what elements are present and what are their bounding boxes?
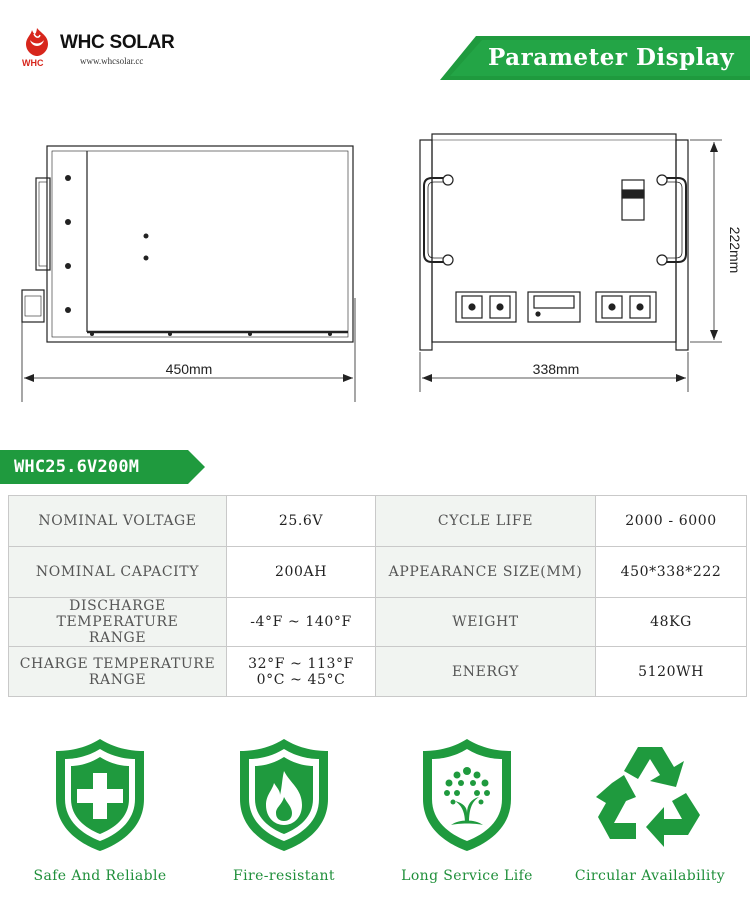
spec-label: ENERGY (376, 647, 596, 697)
spec-value (227, 647, 376, 697)
spec-value: 2000 - 6000 (596, 496, 747, 547)
spec-value: -4°F ~ 140°F (227, 598, 376, 647)
spec-label-line: DISCHARGE TEMPERATURE (56, 598, 179, 630)
feature-label: Long Service Life (401, 868, 533, 884)
tree-shield-icon (417, 735, 517, 855)
plus-shield-icon (50, 735, 150, 855)
spec-value: 200AH (227, 547, 376, 598)
side-width-label: 450mm (165, 361, 213, 377)
model-name: WHC25.6V200M (14, 457, 140, 477)
spec-label-line: RANGE (88, 630, 147, 646)
spec-label-line: RANGE (88, 671, 147, 688)
front-height-label: 222mm (727, 226, 743, 274)
spec-table (8, 495, 747, 697)
spec-label: NOMINAL CAPACITY (9, 547, 227, 598)
spec-value-line: 0°C ~ 45°C (256, 671, 346, 688)
feature-label: Safe And Reliable (33, 868, 167, 884)
svg-text:WHC: WHC (22, 58, 44, 68)
spec-label: APPEARANCE SIZE(MM) (376, 547, 596, 598)
brand-url: www.whcsolar.cc (80, 56, 144, 66)
spec-label: CYCLE LIFE (376, 496, 596, 547)
spec-value: 450*338*222 (596, 547, 747, 598)
spec-label: NOMINAL VOLTAGE (9, 496, 227, 547)
front-view-drawing (420, 134, 722, 392)
spec-value: 48KG (596, 598, 747, 647)
flame-shield-icon (234, 735, 334, 855)
recycle-icon (590, 735, 710, 855)
feature-circular-availability (560, 735, 740, 895)
table-row (9, 547, 747, 598)
brand-name: WHC SOLAR (60, 32, 175, 53)
feature-fire-resistant (194, 735, 374, 895)
spec-value: 5120WH (596, 647, 747, 697)
page-title: Parameter Display (488, 44, 735, 71)
table-row (9, 647, 747, 697)
front-width-label: 338mm (532, 361, 580, 377)
spec-label: WEIGHT (376, 598, 596, 647)
table-row (9, 496, 747, 547)
spec-value: 25.6V (227, 496, 376, 547)
spec-label (9, 647, 227, 697)
spec-label-line: CHARGE TEMPERATURE (19, 655, 216, 672)
feature-label: Fire-resistant (233, 868, 335, 884)
brand-logo (18, 26, 198, 74)
feature-label: Circular Availability (574, 868, 726, 884)
feature-safe-reliable (10, 735, 190, 895)
dimension-drawings (0, 120, 750, 410)
spec-label (9, 598, 227, 647)
spec-value-line: 32°F ~ 113°F (248, 655, 354, 672)
flame-logo-icon (18, 26, 56, 68)
table-row (9, 598, 747, 647)
feature-long-service-life (377, 735, 557, 895)
